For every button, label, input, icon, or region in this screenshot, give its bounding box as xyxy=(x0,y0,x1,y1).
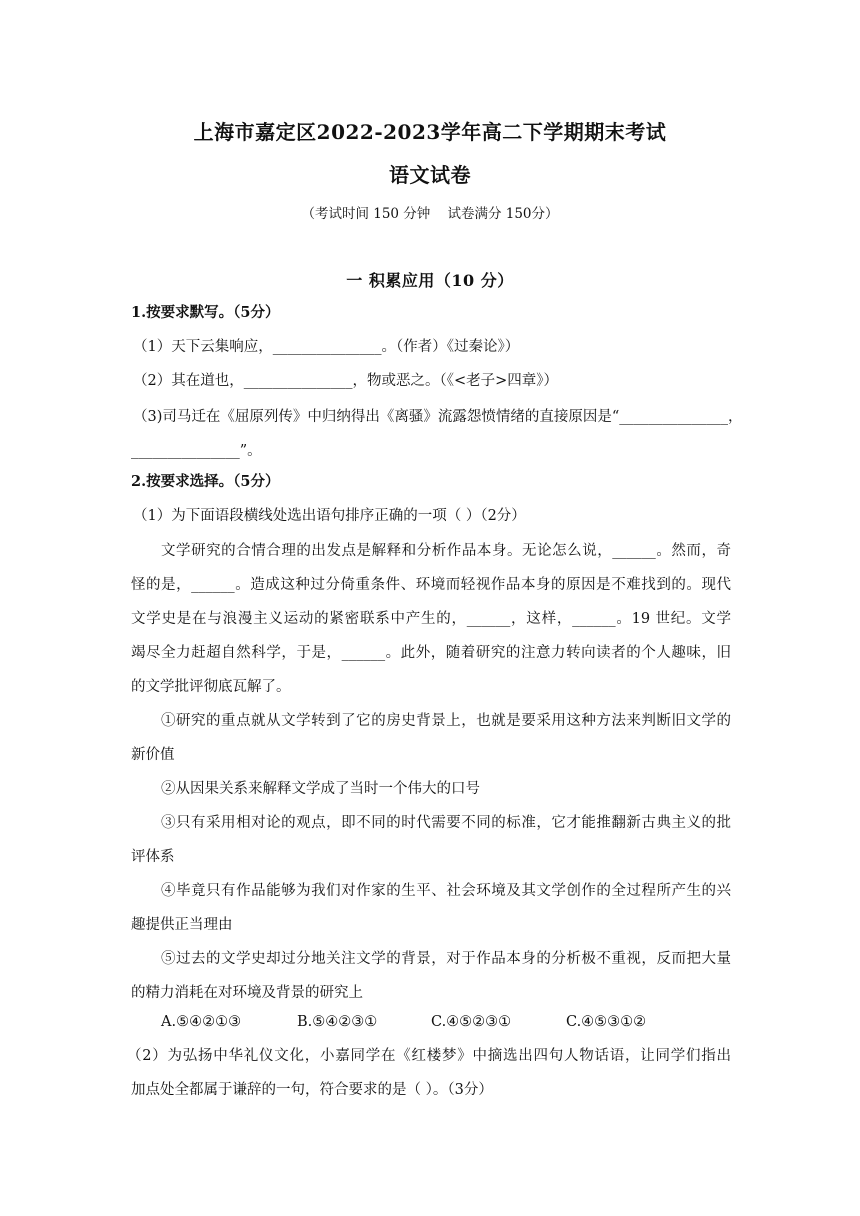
choice-line: 新价值 xyxy=(131,747,175,763)
option-c: C.④⑤②③① xyxy=(431,1014,512,1030)
q1-item: （2）其在道也，_______________，物或恶之。（《<老子>四章》） xyxy=(133,373,559,389)
q2-sub1-prompt: （1）为下面语段横线处选出语句排序正确的一项（ ）（2分） xyxy=(133,508,526,524)
choice-line: ⑤过去的文学史却过分地关注文学的背景，对于作品本身的分析极不重视，反而把大量 xyxy=(161,951,731,967)
choice-line: 评体系 xyxy=(131,849,175,865)
q1-item: _______________”。 xyxy=(131,443,262,459)
choice-line: ①研究的重点就从文学转到了它的房史背景上，也就是要采用这种方法来判断旧文学的 xyxy=(161,713,731,729)
exam-info: （考试时间 150 分钟 试卷满分 150分） xyxy=(301,206,559,222)
choice-line: ④毕竟只有作品能够为我们对作家的生平、社会环境及其文学创作的全过程所产生的兴 xyxy=(161,883,731,899)
exam-subtitle: 语文试卷 xyxy=(389,163,471,187)
choice-line: ③只有采用相对论的观点，即不同的时代需要不同的标准，它才能推翻新古典主义的批 xyxy=(161,815,731,831)
q1-item: （3)司马迁在《屈原列传》中归纳得出《离骚》流露怨愤情绪的直接原因是“_______________， xyxy=(133,409,743,425)
option-d: C.④⑤③①② xyxy=(566,1014,647,1030)
q2-heading: 2.按要求选择。（5分） xyxy=(131,473,280,490)
choice-line: ②从因果关系来解释文学成了当时一个伟大的口号 xyxy=(161,781,480,797)
passage-line: 文学研究的合情合理的出发点是解释和分析作品本身。无论怎么说，______。然而，奇 xyxy=(161,543,731,559)
option-b: B.⑤④②③① xyxy=(297,1014,378,1030)
q2-sub2-prompt: （2）为弘扬中华礼仪文化，小嘉同学在《红楼梦》中摘选出四句人物话语，让同学们指出 xyxy=(127,1048,731,1064)
choice-line: 趣提供正当理由 xyxy=(131,917,233,933)
q1-heading: 1.按要求默写。（5分） xyxy=(131,304,280,321)
choice-line: 的精力消耗在对环境及背景的研究上 xyxy=(131,985,363,1001)
exam-title: 上海市嘉定区2022-2023学年高二下学期期末考试 xyxy=(193,120,667,144)
passage-line: 怪的是，______。造成这种过分倚重条件、环境而轻视作品本身的原因是不难找到的。现代 xyxy=(131,577,731,593)
passage-line: 的文学批评彻底瓦解了。 xyxy=(131,679,291,695)
section-title: 一 积累应用（10 分） xyxy=(346,271,514,290)
option-a: A.⑤④②①③ xyxy=(161,1014,242,1030)
q2-sub2-prompt: 加点处全都属于谦辞的一句，符合要求的是（ ）。（3分） xyxy=(131,1082,493,1098)
passage-line: 文学史是在与浪漫主义运动的紧密联系中产生的，______，这样，______。19 世纪。文学 xyxy=(131,611,731,627)
passage-line: 竭尽全力赶超自然科学，于是，______。此外，随着研究的注意力转向读者的个人趣味，旧 xyxy=(131,645,731,661)
q1-item: （1）天下云集响应，_______________。（作者）《过秦论》） xyxy=(133,339,520,355)
